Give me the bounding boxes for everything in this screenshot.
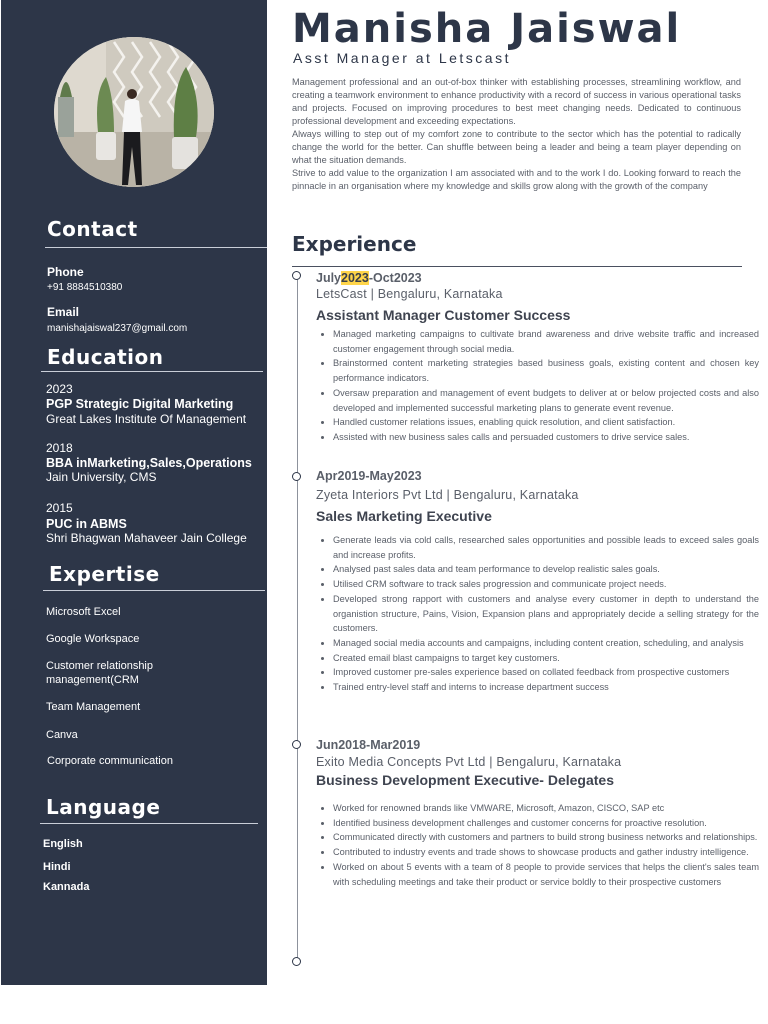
language-item: Hindi — [43, 861, 71, 873]
expertise-item: Customer relationship management(CRM — [46, 660, 153, 686]
job-bullet: • Created email blast campaigns to target key customers. — [333, 651, 759, 666]
contact-heading: Contact — [47, 217, 138, 241]
job-company: LetsCast | Bengaluru, Karnataka — [316, 287, 503, 301]
job-date — [316, 271, 422, 285]
expertise-heading: Expertise — [49, 562, 160, 586]
job-bullet: • Handled customer relations issues, enabling quick resolution, and client satisfaction. — [333, 415, 759, 430]
job-title: Assistant Manager Customer Success — [316, 307, 571, 323]
job-date-prefix: July — [316, 271, 342, 285]
phone-value[interactable]: +91 8884510380 — [47, 282, 123, 293]
education-institution: Jain University, CMS — [46, 470, 157, 484]
job-bullet: • Developed strong rapport with customers and analyse every customer in depth to understand the organistion structure, Pains, Vision, Expansion plans and appropriately decide a selling strategy for the customers. — [333, 592, 759, 636]
summary-paragraph: Management professional and an out-of-box thinker with establishing processes, streamlining workflow, and creating a teamwork environment to enhance productivity with a record of success in various operational tasks and projects. Focused on improving procedures to best meet changing needs. Dedicated to continuous professional development and exceeding expectations. — [292, 77, 741, 126]
job-date: Apr2019-May2023 — [316, 469, 422, 483]
job-title: Business Development Executive- Delegates — [316, 772, 615, 788]
language-divider — [40, 823, 258, 824]
job-bullet: • Trained entry-level staff and interns to increase department success — [333, 680, 759, 695]
education-year: 2015 — [46, 501, 73, 515]
language-heading: Language — [46, 795, 161, 819]
job-bullet: • Assisted with new business sales calls and persuaded customers to drive service sales. — [333, 430, 759, 445]
education-degree: PUC in ABMS — [46, 517, 127, 531]
job-bullet: • Improved customer pre-sales experience based on collated feedback from prospective customers — [333, 665, 759, 680]
phone-label: Phone — [47, 265, 84, 279]
email-value[interactable]: manishajaiswal237@gmail.com — [47, 323, 188, 334]
profile-photo-image — [54, 37, 214, 187]
job-company: Zyeta Interiors Pvt Ltd | Bengaluru, Karnataka — [316, 488, 579, 502]
education-degree: BBA inMarketing,Sales,Operations — [46, 456, 252, 470]
timeline-dot — [292, 472, 301, 481]
timeline-dot — [292, 271, 301, 280]
experience-divider — [292, 266, 742, 267]
summary-paragraph: Always willing to step out of my comfort zone to contribute to the sector which has the potential to radically change the world for the better. Can shuffle between being a leader and being a team player depending on what the situation demands. — [292, 129, 741, 165]
contact-divider — [45, 247, 267, 248]
job-bullet: • Managed marketing campaigns to cultivate brand awareness and drive website traffic and increased customer engagement through social media. — [333, 327, 759, 356]
education-divider — [41, 371, 263, 372]
job-bullets — [316, 327, 759, 445]
job-bullet: • Contributed to industry events and trade shows to showcase products and gather industry intelligence. — [333, 845, 759, 860]
profile-summary — [292, 76, 741, 193]
sidebar — [1, 0, 267, 985]
job-bullet: • Managed social media accounts and campaigns, including content creation, scheduling, and analysis — [333, 636, 759, 651]
job-bullet: • Worked for renowned brands like VMWARE, Microsoft, Amazon, CISCO, SAP etc — [333, 801, 759, 816]
job-bullet: • Generate leads via cold calls, researched sales opportunities and possible leads to exceed sales goals and increase profits. — [333, 533, 759, 562]
expertise-item: Team Management — [46, 701, 141, 713]
job-bullet: • Brainstormed content marketing strategies based business goals, existing content and chosen key performance indicators. — [333, 356, 759, 385]
expertise-item: Google Workspace — [46, 633, 140, 645]
job-date-suffix: -Oct2023 — [368, 271, 422, 285]
job-date-highlight: 2023 — [341, 271, 369, 285]
job-bullet: • Utilised CRM software to track sales progression and communicate project needs. — [333, 577, 759, 592]
expertise-divider — [43, 590, 265, 591]
job-bullets — [316, 801, 759, 889]
education-year: 2018 — [46, 441, 73, 455]
profile-photo — [54, 37, 214, 187]
education-institution: Shri Bhagwan Mahaveer Jain College — [46, 531, 247, 545]
job-bullet: • Identified business development challenges and customer concerns for proactive resolution. — [333, 816, 759, 831]
expertise-item: Microsoft Excel — [46, 606, 121, 618]
education-year: 2023 — [46, 382, 73, 396]
job-bullets — [316, 533, 759, 695]
expertise-item: Corporate communication — [47, 755, 173, 767]
timeline-line — [297, 276, 298, 962]
candidate-name: Manisha Jaiswal — [292, 6, 682, 52]
education-heading: Education — [47, 345, 164, 369]
candidate-role: Asst Manager at Letscast — [293, 50, 511, 66]
language-item: English — [43, 838, 83, 850]
expertise-item: Canva — [46, 729, 78, 741]
education-degree: PGP Strategic Digital Marketing — [46, 397, 234, 411]
email-label: Email — [47, 305, 80, 319]
job-title: Sales Marketing Executive — [316, 508, 492, 524]
job-date: Jun2018-Mar2019 — [316, 738, 421, 752]
experience-heading: Experience — [292, 232, 417, 256]
job-bullet: • Communicated directly with customers and partners to build strong business networks and relationships. — [333, 830, 759, 845]
timeline-dot — [292, 957, 301, 966]
job-bullet: • Analysed past sales data and team performance to develop realistic sales goals. — [333, 562, 759, 577]
timeline-dot — [292, 740, 301, 749]
summary-paragraph: Strive to add value to the organization I am associated with and to the work I do. Looking forward to reach the pinnacle in an organisation where my knowledge and skills grow along with the growth of the company — [292, 168, 741, 191]
job-bullet: • Oversaw preparation and management of event budgets to deliver at or below projected costs and also developed and implemented successful marketing plans to generate event revenue. — [333, 386, 759, 415]
education-institution: Great Lakes Institute Of Management — [46, 412, 247, 426]
job-company: Exito Media Concepts Pvt Ltd | Bengaluru, Karnataka — [316, 755, 622, 769]
job-bullet: • Worked on about 5 events with a team of 8 people to provide services that helps the client's sales team with scheduling meetings and take their product or service boldly to their prospective customers — [333, 860, 759, 889]
language-item: Kannada — [43, 881, 90, 893]
